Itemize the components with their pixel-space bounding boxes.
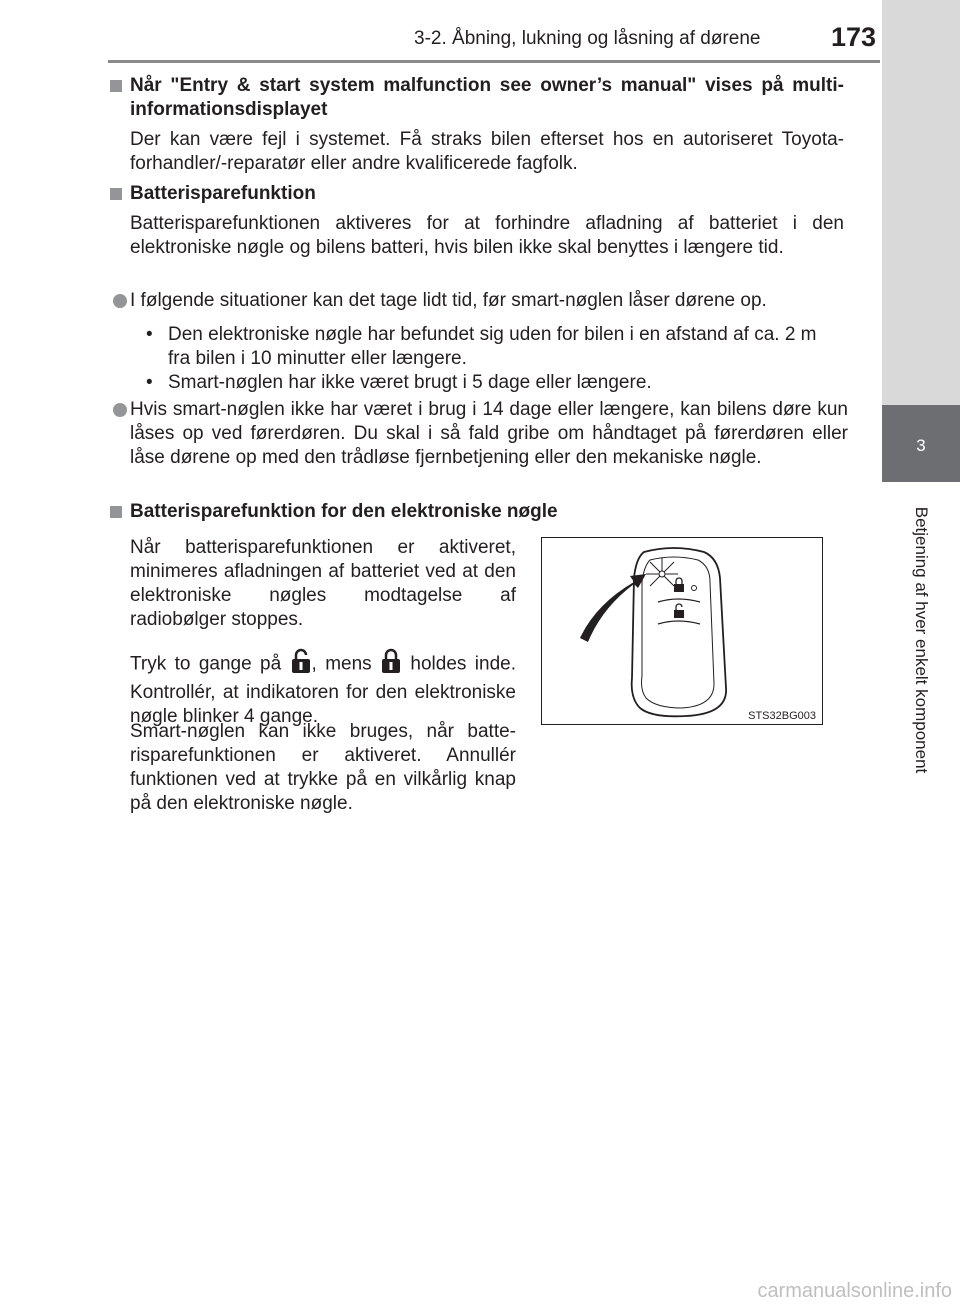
page-number: 173 [831,22,877,52]
figure-caption: STS32BG003 [748,710,816,722]
section-title: 3-2. Åbning, lukning og låsning af dørene [414,28,761,49]
point-bullet [113,403,127,417]
electronic-key-drawing [542,538,822,724]
key-illustration [541,537,823,725]
section-body: Smart-nøglen kan ikke bruges, når batte-risparefunktionen er aktiveret. Annullér funktionen ved at trykke på en vilkårlig knap på den elektroniske nøgle. [130,721,516,814]
instruction-text [130,648,516,729]
chapter-label: Betjening af hver enkelt komponent [912,506,931,774]
side-tab-background [882,0,960,405]
sub-item: Den elektroniske nøgle har befundet sig uden for bilen i en afstand af ca. 2 m fra bilen i 10 minutter eller længere. [168,324,817,369]
header-rule [108,60,880,63]
watermark[interactable]: carmanualsonline.info [757,1280,952,1302]
point-bullet [113,294,127,308]
section-body: Batterisparefunktionen aktiveres for at forhindre afladning af batteriet i den elektroniske nøgle og bilens batteri, hvis bilen ikke skal benyttes i længere tid. [130,213,844,258]
section-body: Når batterisparefunktionen er aktiveret, minimeres afladningen af batteriet ved at den elektroniske nøgles modtagelse af radiobølger stoppes. [130,537,516,630]
section-heading: Når "Entry & start system malfunction see owner’s manual" vises på multi-informationsdisplayet [130,75,844,120]
section-heading: Batterisparefunktion [130,183,316,204]
sub-bullet: • [146,324,153,345]
section-heading: Batterisparefunktion for den elektroniske nøgle [130,501,558,522]
section-marker [110,506,122,518]
section-marker [110,80,122,92]
section-marker [110,188,122,200]
lock-icon [380,648,402,681]
sub-item: Smart-nøglen har ikke været brugt i 5 dage eller længere. [168,372,652,393]
section-body: Der kan være fejl i systemet. Få straks bilen efterset hos en autoriseret Toyota-forhandler/-reparatør eller andre kvalificerede fagfolk. [130,129,844,174]
fob-unlock-glyph [674,604,684,618]
instruction-part: , mens [311,653,372,675]
point-text: Hvis smart-nøglen ikke har været i brug i 14 dage eller længere, kan bilens døre kun låses op ved førerdøren. Du skal i så fald gribe om håndtaget på førerdøren eller låse dørene op med den trådløse fjernbetjening eller den mekaniske nøgle. [130,399,848,468]
instruction-part: holdes inde. Kontrollér, at indikatoren for den elektroniske nøgle blinker 4 gange. [130,653,516,727]
point-text: I følgende situationer kan det tage lidt tid, før smart-nøglen låser dørene op. [130,290,767,311]
unlock-icon [290,648,312,681]
instruction-part: Tryk to gange på [130,653,282,675]
fob-lock-glyph [674,578,684,592]
chapter-number: 3 [916,436,926,455]
chapter-tab [882,405,960,482]
sub-bullet: • [146,372,153,393]
